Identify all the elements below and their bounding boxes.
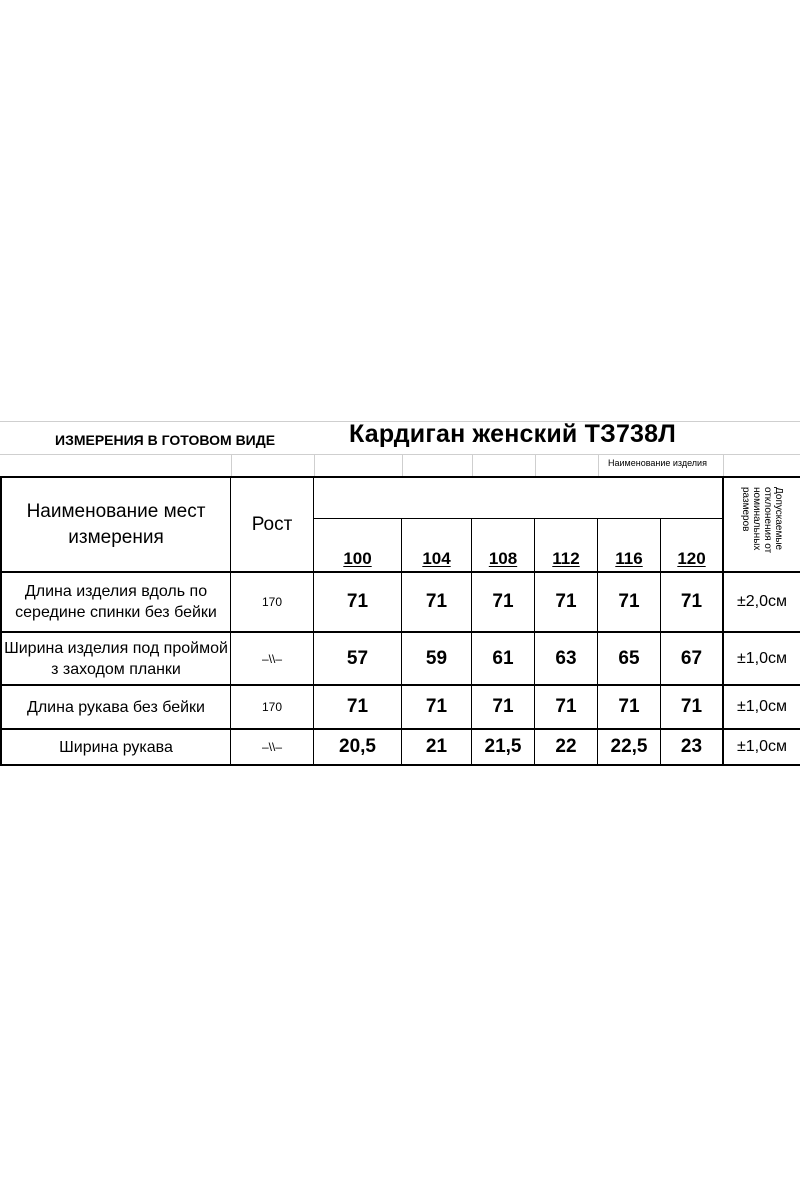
row-1-value-116: 71 — [618, 591, 640, 612]
gridline — [598, 454, 599, 476]
row-3-height: 170 — [261, 700, 283, 714]
row-2-name: Ширина изделия под проймой з заходом планки — [4, 639, 228, 678]
measurement-name-header: Наименование мест измерения — [26, 500, 206, 548]
row-2-value-100: 57 — [346, 647, 369, 669]
row-3-value-100: 71 — [346, 696, 369, 717]
size-header-108: 108 — [488, 549, 518, 568]
product-title: Кардиган женский ТЗ738Л — [349, 420, 676, 448]
row-1-value-112: 71 — [555, 591, 577, 612]
size-header-104: 104 — [422, 549, 451, 568]
row-2-tolerance: ±1,0см — [736, 649, 788, 667]
row-4-value-120: 23 — [680, 736, 703, 757]
row-2-value-116: 65 — [618, 647, 640, 669]
size-header-116: 116 — [615, 549, 643, 568]
gridline — [0, 454, 800, 455]
row-1-value-108: 71 — [492, 591, 514, 612]
gridline — [231, 454, 232, 476]
row-2-height: –\\– — [261, 651, 282, 666]
gridline — [535, 454, 536, 476]
gridline — [472, 454, 473, 476]
size-header-100: 100 — [343, 549, 372, 568]
tolerance-header-cell — [724, 477, 800, 572]
row-1-height: 170 — [261, 595, 283, 609]
row-4-value-112: 22 — [555, 736, 577, 757]
row-1-name: Длина изделия вдоль по середине спинки без бейки — [15, 583, 217, 621]
gridline — [314, 454, 315, 476]
gridline — [402, 454, 403, 476]
row-4-value-104: 21 — [425, 736, 448, 757]
height-header: Рост — [251, 513, 293, 535]
row-3-value-116: 71 — [618, 696, 640, 717]
row-3-name: Длина рукава без бейки — [27, 698, 205, 716]
row-4-value-100: 20,5 — [339, 736, 376, 757]
row-4-height: –\\– — [261, 740, 282, 754]
row-4-name: Ширина рукава — [59, 738, 173, 756]
row-1-tolerance: ±2,0см — [736, 593, 788, 610]
row-4-value-108: 21,5 — [484, 736, 522, 757]
row-2-value-120: 67 — [680, 647, 703, 669]
table-border-bottom — [0, 764, 800, 766]
row-3-value-120: 71 — [680, 696, 703, 717]
row-2-value-108: 61 — [492, 647, 514, 669]
row-4-tolerance: ±1,0см — [736, 738, 788, 755]
row-2-value-112: 63 — [555, 647, 577, 669]
row-3-value-108: 71 — [492, 696, 514, 717]
row-3-value-104: 71 — [425, 696, 448, 717]
size-header-112: 112 — [552, 549, 580, 568]
row-3-tolerance: ±1,0см — [736, 698, 788, 715]
row-2-value-104: 59 — [425, 647, 448, 669]
gridline — [723, 454, 724, 476]
row-4-value-116: 22,5 — [610, 736, 648, 757]
sheet-caption: ИЗМЕРЕНИЯ В ГОТОВОМ ВИДЕ — [55, 432, 276, 448]
row-1-value-120: 71 — [680, 591, 703, 612]
row-3-value-112: 71 — [555, 696, 577, 717]
product-name-caption: Наименование изделия — [608, 458, 707, 468]
size-header-120: 120 — [677, 549, 706, 568]
row-1-value-104: 71 — [425, 591, 448, 612]
tolerance-header: Допускаемые отклонения от номинальных размеров — [740, 486, 784, 553]
row-1-value-100: 71 — [346, 591, 369, 612]
size-header-divider — [314, 518, 724, 519]
